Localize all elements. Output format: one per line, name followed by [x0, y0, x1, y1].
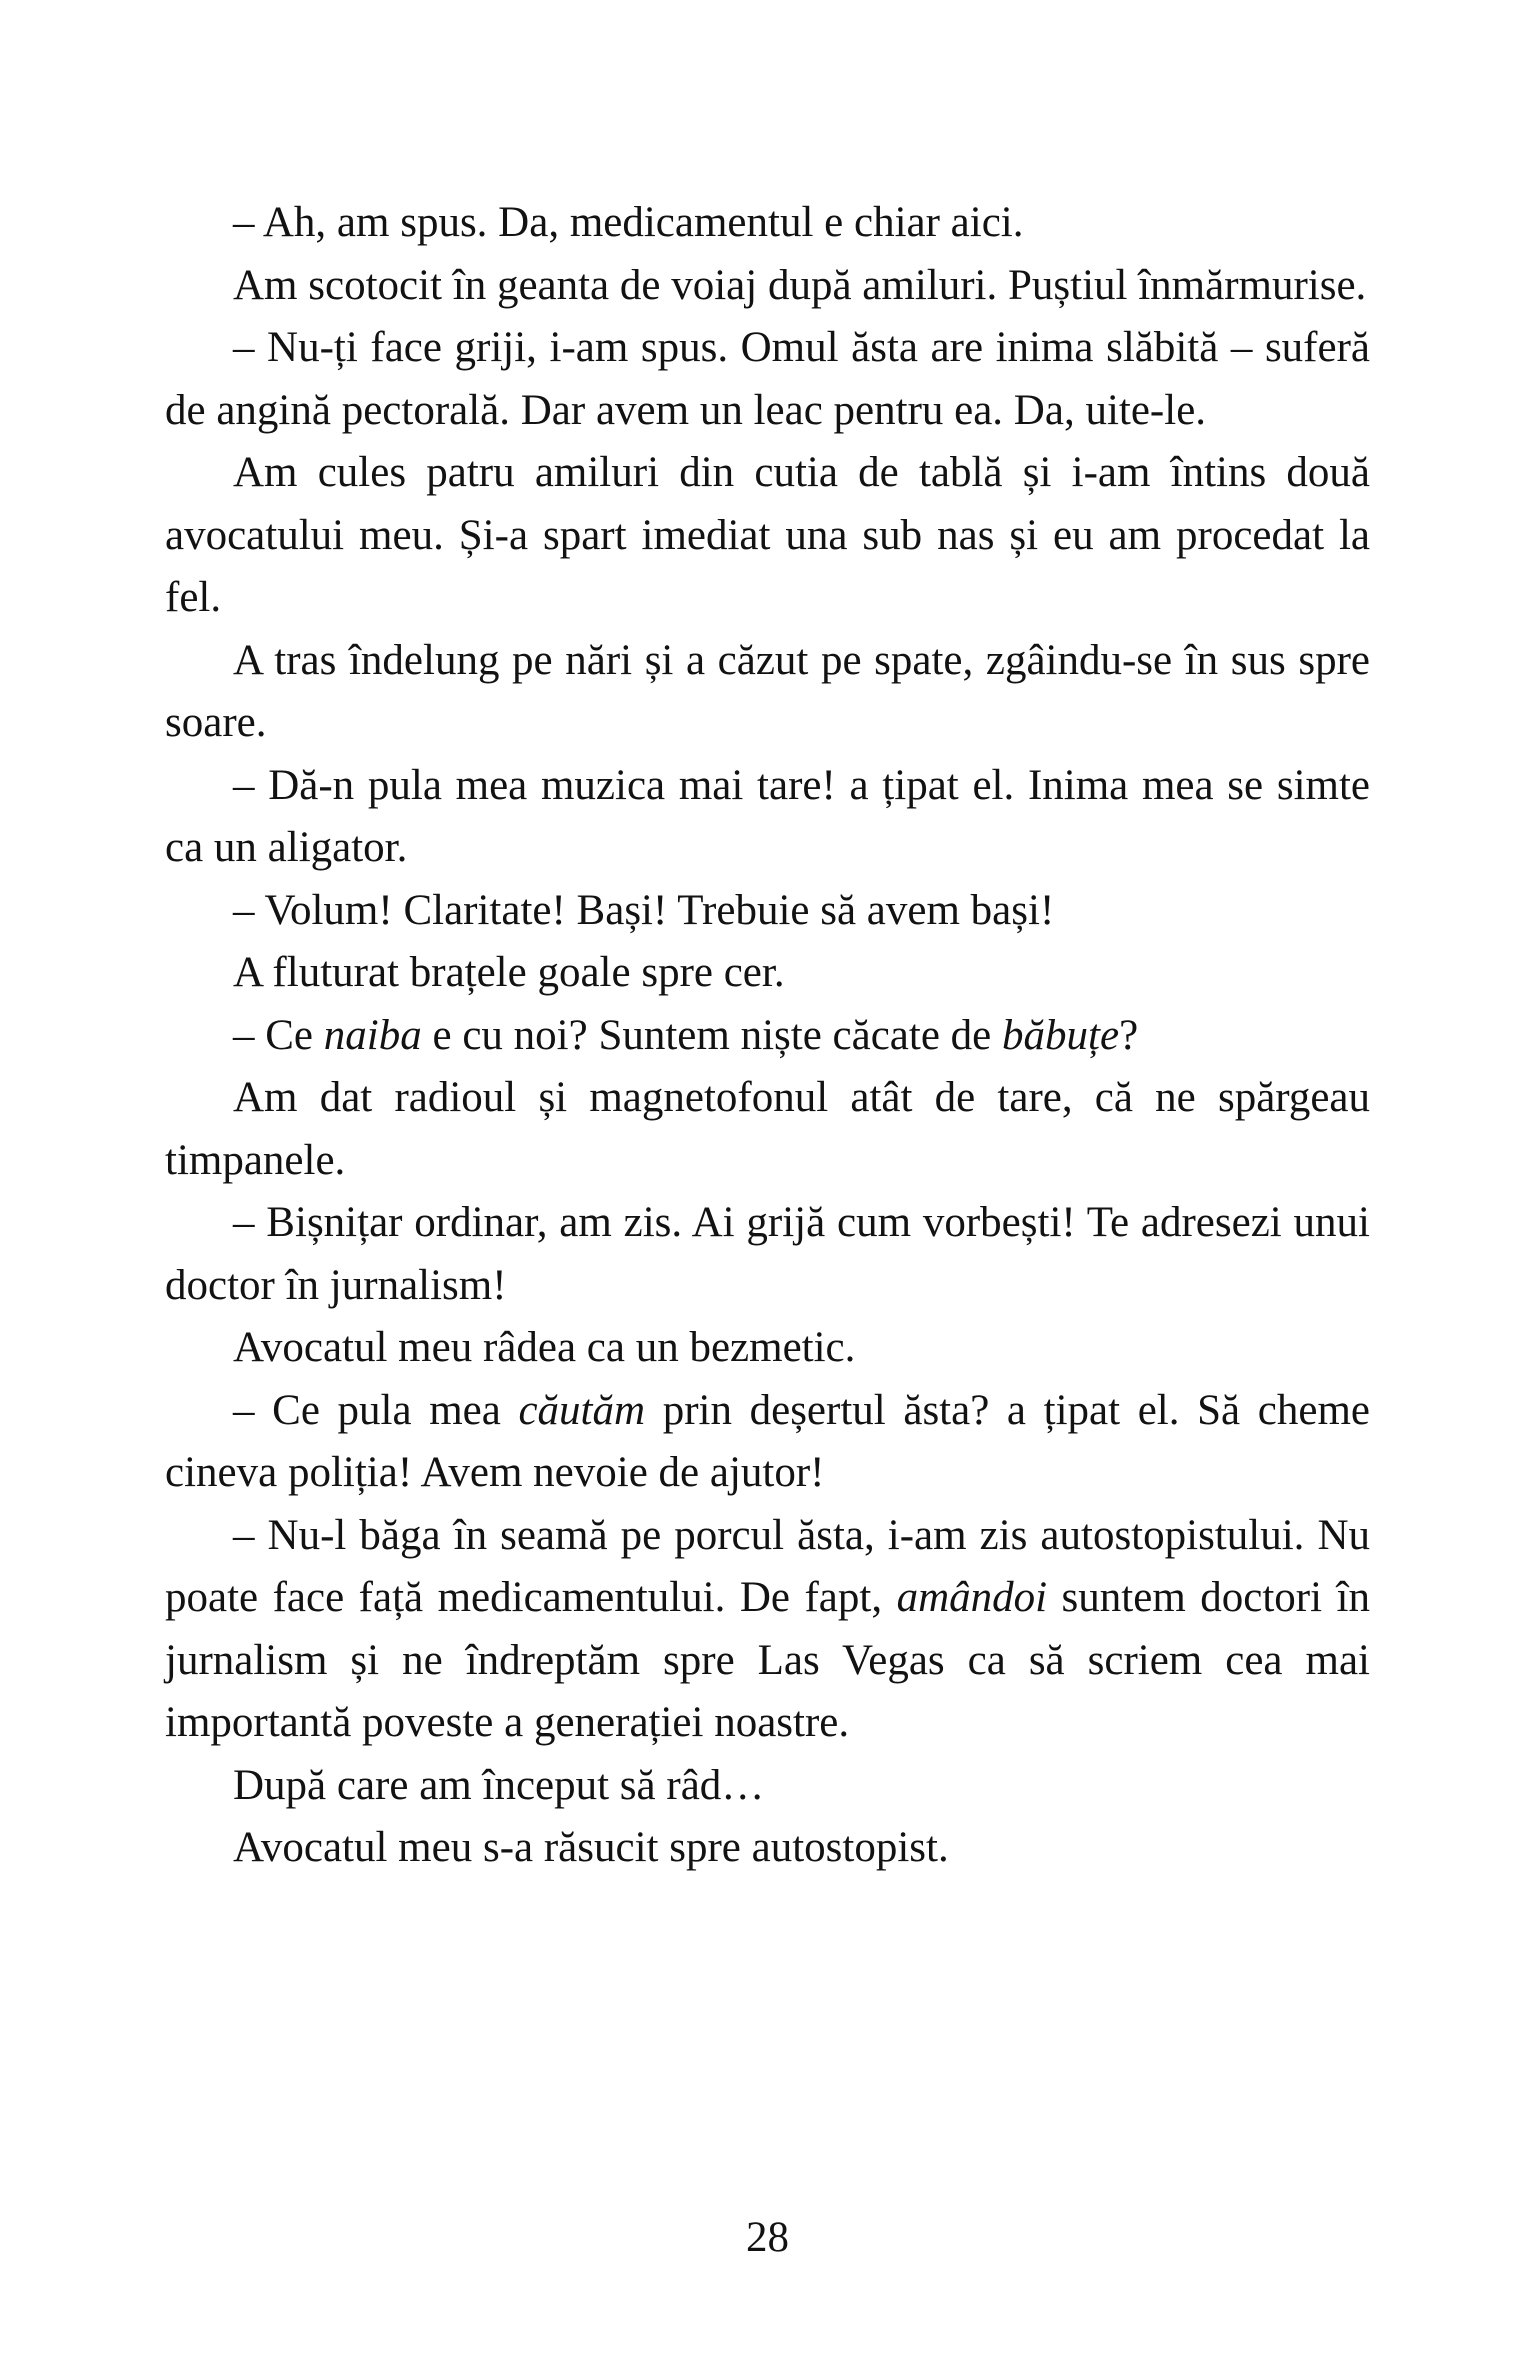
text-segment-italic: amândoi	[896, 1574, 1048, 1621]
paragraph	[165, 192, 1370, 255]
paragraph	[165, 1317, 1370, 1380]
paragraph	[165, 1817, 1370, 1880]
paragraph	[165, 317, 1370, 442]
text-segment: – Nu-l băga în seamă pe porcul ăsta, i-am zis autostopistului. Nu poate face față medicamentului. De fapt,	[165, 1511, 1370, 1621]
page-number: 28	[746, 2214, 789, 2261]
paragraph	[165, 755, 1370, 880]
paragraph	[165, 1505, 1370, 1755]
text-segment: Am dat radioul și magnetofonul atât de tare, că ne spărgeau timpanele.	[165, 1074, 1370, 1184]
text-segment: Am scotocit în geanta de voiaj după amiluri. Puștiul înmărmurise.	[233, 261, 1367, 309]
text-segment-italic: naiba	[323, 1011, 422, 1059]
text-segment: A fluturat brațele goale spre cer.	[233, 949, 785, 996]
paragraph	[165, 942, 1370, 1005]
text-segment: Avocatul meu râdea ca un bezmetic.	[233, 1324, 856, 1371]
paragraph	[165, 255, 1370, 318]
text-segment: suntem doctori în jurnalism și ne îndreptăm spre Las Vegas ca să scriem cea mai importantă poveste a generației noastre.	[165, 1574, 1370, 1746]
text-segment: – Ce	[233, 1011, 324, 1059]
paragraph	[165, 1755, 1370, 1818]
text-segment: – Dă-n pula mea muzica mai tare! a țipat el. Inima mea se simte ca un aligator.	[165, 761, 1370, 871]
text-segment-italic: băbuțe	[1002, 1011, 1120, 1059]
page-text	[165, 192, 1370, 1880]
text-segment: prin deșertul ăsta? a țipat el. Să cheme cineva poliția! Avem nevoie de ajutor!	[165, 1386, 1370, 1496]
text-segment: e cu noi? Suntem niște căcate de	[421, 1011, 1003, 1059]
text-segment: ?	[1119, 1011, 1139, 1059]
text-segment: – Nu-ți face griji, i-am spus. Omul ăsta are inima slăbită – suferă de angină pectorală. Dar avem un leac pentru ea. Da, uite-le.	[165, 324, 1370, 434]
paragraph	[165, 442, 1370, 630]
text-segment: – Ce pula mea	[233, 1386, 519, 1434]
paragraph	[165, 1380, 1370, 1505]
paragraph	[165, 1067, 1370, 1192]
text-segment: După care am început să râd…	[233, 1761, 765, 1809]
text-segment: A tras îndelung pe nări și a căzut pe spate, zgâindu-se în sus spre soare.	[165, 636, 1370, 746]
text-segment: – Volum! Claritate! Bași! Trebuie să avem bași!	[233, 886, 1055, 934]
text-segment: – Bișnițar ordinar, am zis. Ai grijă cum vorbești! Te adresezi unui doctor în jurnalism!	[165, 1199, 1370, 1309]
text-segment: Am cules patru amiluri din cutia de tablă și i-am întins două avocatului meu. Și-a spart imediat una sub nas și eu am procedat la fel.	[165, 449, 1370, 621]
paragraph	[165, 1005, 1370, 1068]
paragraph	[165, 1192, 1370, 1317]
paragraph	[165, 630, 1370, 755]
paragraph	[165, 880, 1370, 943]
text-segment-italic: căutăm	[518, 1386, 646, 1434]
text-segment: – Ah, am spus. Da, medicamentul e chiar aici.	[233, 199, 1024, 246]
text-segment: Avocatul meu s-a răsucit spre autostopist.	[233, 1824, 949, 1871]
